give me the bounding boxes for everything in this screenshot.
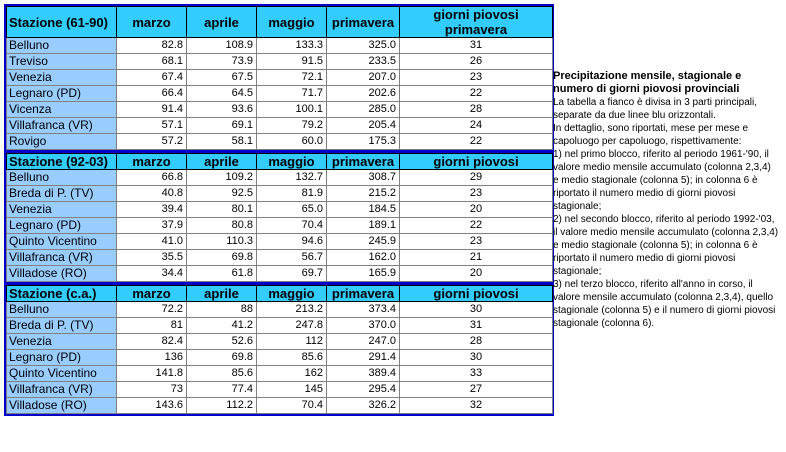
value-cell: 69.8: [187, 250, 257, 266]
value-cell: 94.6: [257, 234, 327, 250]
table-block-1961-1990: [6, 6, 552, 150]
description-body: La tabella a fianco è divisa in 3 parti principali, separate da due linee blu orizzontali. In dettaglio, sono riportati, mese per mese e capoluogo per capoluogo, rispettivamente: 1) nel primo blocco, riferito al periodo 1961-'90, il valore medio mensile accumulato (colonna 2,3,4) e medio stagionale (colonna 5); in colonna 6 è riportato il numero medio di giorni piovosi stagionale; 2) nel secondo blocco, riferito al periodo 1992-'03, il valore medio mensile accumulato (colonna 2,3,4) e medio stagionale (colonna 5); in colonna 6 è riportato il numero medio di giorni piovosi stagionale; 3) nel terzo blocco, riferito all'anno in corso, il valore mensile accumulato (colonna 2,3,4), quello stagionale (colonna 5) e il numero di giorni piovosi stagionale (colonna 6).: [553, 97, 779, 329]
value-cell: 92.5: [187, 186, 257, 202]
header-row: [7, 154, 553, 170]
table-row: [7, 118, 553, 134]
value-cell: 79.2: [257, 118, 327, 134]
table-row: [7, 234, 553, 250]
station-name-cell: Venezia: [7, 334, 117, 350]
value-cell: 136: [117, 350, 187, 366]
table-row: [7, 70, 553, 86]
value-cell: 22: [400, 218, 553, 234]
value-cell: 82.8: [117, 38, 187, 54]
data-table: [6, 6, 553, 150]
table-row: [7, 134, 553, 150]
station-name-cell: Villafranca (VR): [7, 250, 117, 266]
column-header: marzo: [117, 154, 187, 170]
table-row: [7, 54, 553, 70]
column-header: aprile: [187, 286, 257, 302]
table-row: [7, 218, 553, 234]
station-name-cell: Venezia: [7, 70, 117, 86]
value-cell: 133.3: [257, 38, 327, 54]
value-cell: 88: [187, 302, 257, 318]
value-cell: 308.7: [327, 170, 400, 186]
value-cell: 80.8: [187, 218, 257, 234]
value-cell: 65.0: [257, 202, 327, 218]
value-cell: 72.1: [257, 70, 327, 86]
value-cell: 247.0: [327, 334, 400, 350]
value-cell: 56.7: [257, 250, 327, 266]
value-cell: 112: [257, 334, 327, 350]
value-cell: 285.0: [327, 102, 400, 118]
table-row: [7, 202, 553, 218]
table-row: [7, 334, 553, 350]
value-cell: 233.5: [327, 54, 400, 70]
value-cell: 215.2: [327, 186, 400, 202]
description-panel: [553, 70, 779, 330]
value-cell: 291.4: [327, 350, 400, 366]
table-row: [7, 170, 553, 186]
table-block-current-year: [6, 285, 552, 414]
value-cell: 132.7: [257, 170, 327, 186]
value-cell: 23: [400, 186, 553, 202]
station-name-cell: Quinto Vicentino: [7, 366, 117, 382]
value-cell: 61.8: [187, 266, 257, 282]
value-cell: 82.4: [117, 334, 187, 350]
header-row: [7, 286, 553, 302]
value-cell: 247.8: [257, 318, 327, 334]
table-row: [7, 266, 553, 282]
station-name-cell: Breda di P. (TV): [7, 186, 117, 202]
station-name-cell: Belluno: [7, 302, 117, 318]
value-cell: 67.5: [187, 70, 257, 86]
column-header: aprile: [187, 7, 257, 38]
column-header: maggio: [257, 7, 327, 38]
value-cell: 326.2: [327, 398, 400, 414]
value-cell: 41.0: [117, 234, 187, 250]
value-cell: 34.4: [117, 266, 187, 282]
value-cell: 69.8: [187, 350, 257, 366]
station-name-cell: Belluno: [7, 38, 117, 54]
column-header: primavera: [327, 154, 400, 170]
value-cell: 389.4: [327, 366, 400, 382]
value-cell: 110.3: [187, 234, 257, 250]
station-name-cell: Treviso: [7, 54, 117, 70]
value-cell: 21: [400, 250, 553, 266]
value-cell: 66.4: [117, 86, 187, 102]
value-cell: 22: [400, 86, 553, 102]
value-cell: 30: [400, 302, 553, 318]
station-name-cell: Vicenza: [7, 102, 117, 118]
value-cell: 81: [117, 318, 187, 334]
value-cell: 20: [400, 266, 553, 282]
value-cell: 184.5: [327, 202, 400, 218]
value-cell: 35.5: [117, 250, 187, 266]
value-cell: 91.4: [117, 102, 187, 118]
value-cell: 32: [400, 398, 553, 414]
data-table: [6, 153, 553, 282]
value-cell: 165.9: [327, 266, 400, 282]
column-header: primavera: [327, 286, 400, 302]
value-cell: 162.0: [327, 250, 400, 266]
value-cell: 24: [400, 118, 553, 134]
station-name-cell: Venezia: [7, 202, 117, 218]
value-cell: 80.1: [187, 202, 257, 218]
station-name-cell: Quinto Vicentino: [7, 234, 117, 250]
value-cell: 108.9: [187, 38, 257, 54]
column-header: marzo: [117, 7, 187, 38]
precipitation-tables: [4, 4, 554, 416]
table-row: [7, 382, 553, 398]
value-cell: 57.2: [117, 134, 187, 150]
station-column-header: Stazione (92-03): [7, 154, 117, 170]
value-cell: 27: [400, 382, 553, 398]
header-row: [7, 7, 553, 38]
station-name-cell: Legnaro (PD): [7, 218, 117, 234]
description-title: Precipitazione mensile, stagionale e numero di giorni piovosi provinciali: [553, 70, 742, 95]
value-cell: 69.1: [187, 118, 257, 134]
value-cell: 68.1: [117, 54, 187, 70]
table-row: [7, 250, 553, 266]
column-header: giorni piovosi: [400, 286, 553, 302]
value-cell: 325.0: [327, 38, 400, 54]
value-cell: 91.5: [257, 54, 327, 70]
value-cell: 245.9: [327, 234, 400, 250]
value-cell: 23: [400, 234, 553, 250]
value-cell: 162: [257, 366, 327, 382]
column-header: maggio: [257, 286, 327, 302]
value-cell: 70.4: [257, 398, 327, 414]
value-cell: 112.2: [187, 398, 257, 414]
value-cell: 58.1: [187, 134, 257, 150]
value-cell: 207.0: [327, 70, 400, 86]
value-cell: 39.4: [117, 202, 187, 218]
value-cell: 41.2: [187, 318, 257, 334]
value-cell: 100.1: [257, 102, 327, 118]
table-row: [7, 38, 553, 54]
table-row: [7, 102, 553, 118]
value-cell: 81.9: [257, 186, 327, 202]
value-cell: 60.0: [257, 134, 327, 150]
column-header: giorni piovosi: [400, 154, 553, 170]
column-header: primavera: [327, 7, 400, 38]
value-cell: 52.6: [187, 334, 257, 350]
value-cell: 73.9: [187, 54, 257, 70]
value-cell: 93.6: [187, 102, 257, 118]
value-cell: 57.1: [117, 118, 187, 134]
value-cell: 22: [400, 134, 553, 150]
station-name-cell: Villafranca (VR): [7, 118, 117, 134]
value-cell: 23: [400, 70, 553, 86]
value-cell: 30: [400, 350, 553, 366]
table-row: [7, 302, 553, 318]
value-cell: 189.1: [327, 218, 400, 234]
value-cell: 69.7: [257, 266, 327, 282]
value-cell: 143.6: [117, 398, 187, 414]
column-header: giorni piovosi primavera: [400, 7, 553, 38]
station-name-cell: Villadose (RO): [7, 398, 117, 414]
station-name-cell: Rovigo: [7, 134, 117, 150]
station-column-header: Stazione (c.a.): [7, 286, 117, 302]
column-header: marzo: [117, 286, 187, 302]
value-cell: 85.6: [187, 366, 257, 382]
table-row: [7, 186, 553, 202]
value-cell: 202.6: [327, 86, 400, 102]
table-row: [7, 350, 553, 366]
value-cell: 73: [117, 382, 187, 398]
station-column-header: Stazione (61-90): [7, 7, 117, 38]
value-cell: 213.2: [257, 302, 327, 318]
value-cell: 175.3: [327, 134, 400, 150]
table-row: [7, 366, 553, 382]
value-cell: 109.2: [187, 170, 257, 186]
value-cell: 67.4: [117, 70, 187, 86]
value-cell: 77.4: [187, 382, 257, 398]
value-cell: 28: [400, 102, 553, 118]
value-cell: 28: [400, 334, 553, 350]
data-table: [6, 285, 553, 414]
station-name-cell: Legnaro (PD): [7, 350, 117, 366]
station-name-cell: Villafranca (VR): [7, 382, 117, 398]
value-cell: 37.9: [117, 218, 187, 234]
value-cell: 64.5: [187, 86, 257, 102]
column-header: aprile: [187, 154, 257, 170]
value-cell: 66.8: [117, 170, 187, 186]
value-cell: 145: [257, 382, 327, 398]
value-cell: 20: [400, 202, 553, 218]
value-cell: 33: [400, 366, 553, 382]
column-header: maggio: [257, 154, 327, 170]
value-cell: 72.2: [117, 302, 187, 318]
value-cell: 370.0: [327, 318, 400, 334]
value-cell: 205.4: [327, 118, 400, 134]
value-cell: 29: [400, 170, 553, 186]
station-name-cell: Breda di P. (TV): [7, 318, 117, 334]
table-row: [7, 398, 553, 414]
value-cell: 141.8: [117, 366, 187, 382]
value-cell: 71.7: [257, 86, 327, 102]
station-name-cell: Villadose (RO): [7, 266, 117, 282]
value-cell: 31: [400, 318, 553, 334]
value-cell: 31: [400, 38, 553, 54]
table-block-1992-2003: [6, 153, 552, 282]
value-cell: 26: [400, 54, 553, 70]
table-row: [7, 318, 553, 334]
value-cell: 70.4: [257, 218, 327, 234]
station-name-cell: Legnaro (PD): [7, 86, 117, 102]
value-cell: 373.4: [327, 302, 400, 318]
value-cell: 295.4: [327, 382, 400, 398]
table-row: [7, 86, 553, 102]
value-cell: 85.6: [257, 350, 327, 366]
value-cell: 40.8: [117, 186, 187, 202]
station-name-cell: Belluno: [7, 170, 117, 186]
